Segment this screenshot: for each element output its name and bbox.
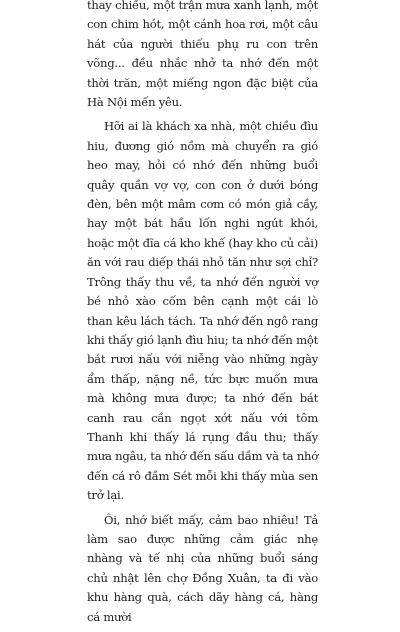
body-text <box>87 0 318 632</box>
paragraph-continued: thay chiều, một trận mưa xanh lạnh, một con chim hót, một cánh hoa rơi, một câu hát của người thiếu phụ ru con trên võng... đều nhắc nhở ta nhớ đến một thời trăn, một miếng ngon đặc biệt của Hà Nội mến yêu. <box>87 0 318 110</box>
paragraph: Hỡi ai là khách xa nhà, một chiều đìu hiu, đương gió nồm mà chuyển ra gió heo may, hỏi có nhớ đến những buổi quây quần vợ vợ, con con ở dưới bóng đèn, bên một mâm cơm có món giả cầy, hay một bát hầu lốn nghi ngút khói, hoặc một đĩa cá kho khế (hay kho củ cải) ăn với rau diếp thái nhỏ tăn như sợi chỉ? Trông thấy thu về, ta nhớ đến người vợ bé nhỏ xào cốm bên cạnh một cái lò than kêu lách tách. Ta nhớ đến ngô rang khi thấy gió lạnh đìu hiu; ta nhớ đến một bát rươi nấu với niễng vào những ngày ẩm thấp, nặng nề, tức bực muốn mưa mà không mưa được; ta nhớ đến bát canh rau cần ngọt xớt nấu với tôm Thanh khi thấy lá rụng đầu thu; thấy mưa ngâu, ta nhớ đến sấu dầm và ta nhớ đến cá rô đầm Sét mỗi khi thấy mùa sen trở lại. <box>87 119 318 503</box>
paragraph: Ôi, nhớ biết mấy, cảm bao nhiêu! Tả làm sao được những cảm giác nhẹ nhàng và tế nhị của những buổi sáng chủ nhật lên chợ Đồng Xuân, ta đi vào khu hàng quà, cách dãy hàng cá, hàng cá mười <box>87 512 318 624</box>
